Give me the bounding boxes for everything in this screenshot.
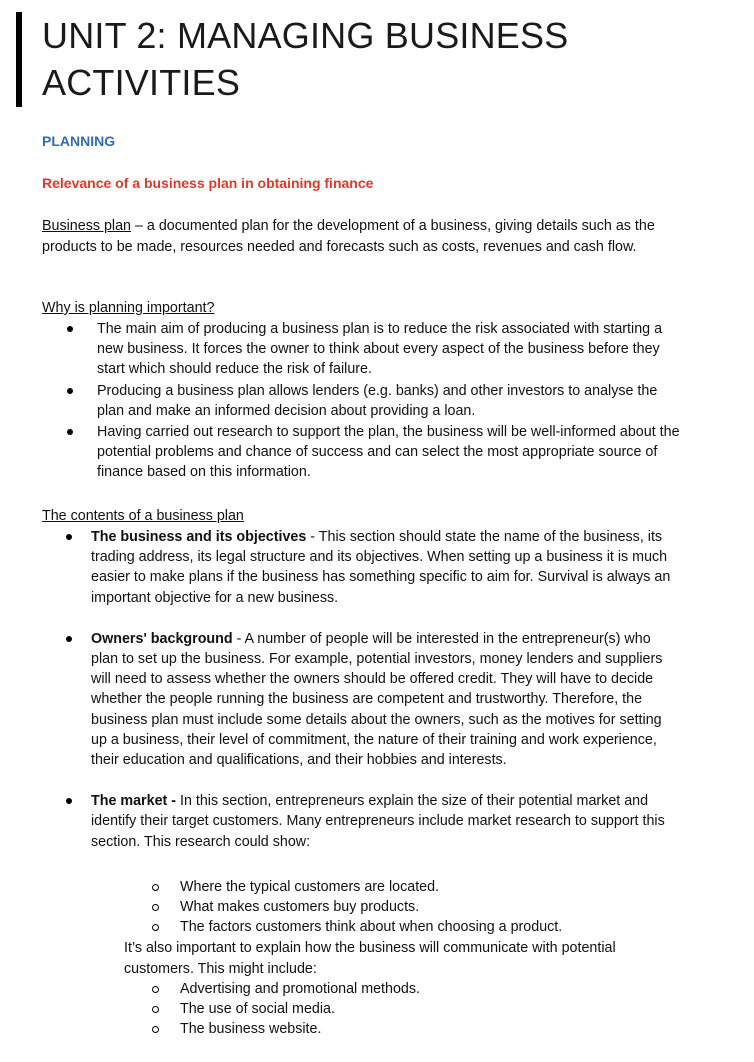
bullet-icon [66,636,72,642]
sub-list-item: Advertising and promotional methods. [180,981,421,997]
list-item: The main aim of producing a business plan is to reduce the risk associated with starting a new business. It forces the owner to think about every aspect of the business before they start which should reduce the risk of failure. [97,319,682,380]
sub-bullet-icon [152,884,159,891]
sub-list-item: Where the typical customers are located. [180,879,440,895]
contents-heading: The contents of a business plan [42,508,244,524]
definition-paragraph [42,216,682,257]
title-accent-bar [16,12,22,107]
sub-bullet-icon [152,924,159,931]
contents-list [91,527,681,852]
sub-bullet-icon [152,1026,159,1033]
sub-bullet-icon [152,1006,159,1013]
bullet-icon [67,429,73,435]
why-list [97,319,682,483]
list-item: Owners' background - A number of people will be interested in the entrepreneur(s) who plan to set up the business. For example, potential investors, money lenders and suppliers will need to assess whether the owners should be offered credit. They will have to decide whether the people running the business are competent and trustworthy. Therefore, the business plan must include some details about the owners, such as the motives for setting up a business, their level of commitment, the nature of their training and work experience, their education and qualifications, and their hobbies and interests. [91,629,681,770]
bullet-icon [66,798,72,804]
list-item: Having carried out research to support the plan, the business will be well-informed about the potential problems and chance of success and can select the most appropriate source of finance based on this information. [97,422,682,483]
list-item: The business and its objectives - This section should state the name of the business, its trading address, its legal structure and its objectives. When setting up a business it is much easier to make plans if the business has something specific to aim for. Survival is always an important objective for a new business. [91,527,681,608]
page-title: UNIT 2: MANAGING BUSINESS ACTIVITIES [42,15,569,103]
list-item: Producing a business plan allows lenders (e.g. banks) and other investors to analyse the plan and make an informed decision about providing a loan. [97,381,682,421]
sub-list-item: What makes customers buy products. [180,899,420,915]
bullet-icon [66,534,72,540]
sub-list-item: The business website. [180,1021,322,1037]
subheading: Relevance of a business plan in obtaining finance [42,175,374,191]
section-heading: PLANNING [42,133,116,149]
why-heading: Why is planning important? [42,300,215,316]
communication-text: It’s also important to explain how the business will communicate with potential customers. This might include: [124,940,616,977]
sub-list-item: The factors customers think about when choosing a product. [180,919,563,935]
list-item: The market - In this section, entrepreneurs explain the size of their potential market and identify their target customers. Many entrepreneurs include market research to support this section. This research could show: [91,791,681,852]
definition-term: Business plan [42,218,132,234]
sub-list-item: The use of social media. [180,1001,335,1017]
sub-bullet-icon [152,986,159,993]
bullet-icon [67,388,73,394]
definition-text: – a documented plan for the development of a business, giving details such as the products to be made, resources needed and forecasts such as costs, revenues and cash flow. [42,218,655,255]
sub-bullet-icon [152,904,159,911]
bullet-icon [67,326,73,332]
